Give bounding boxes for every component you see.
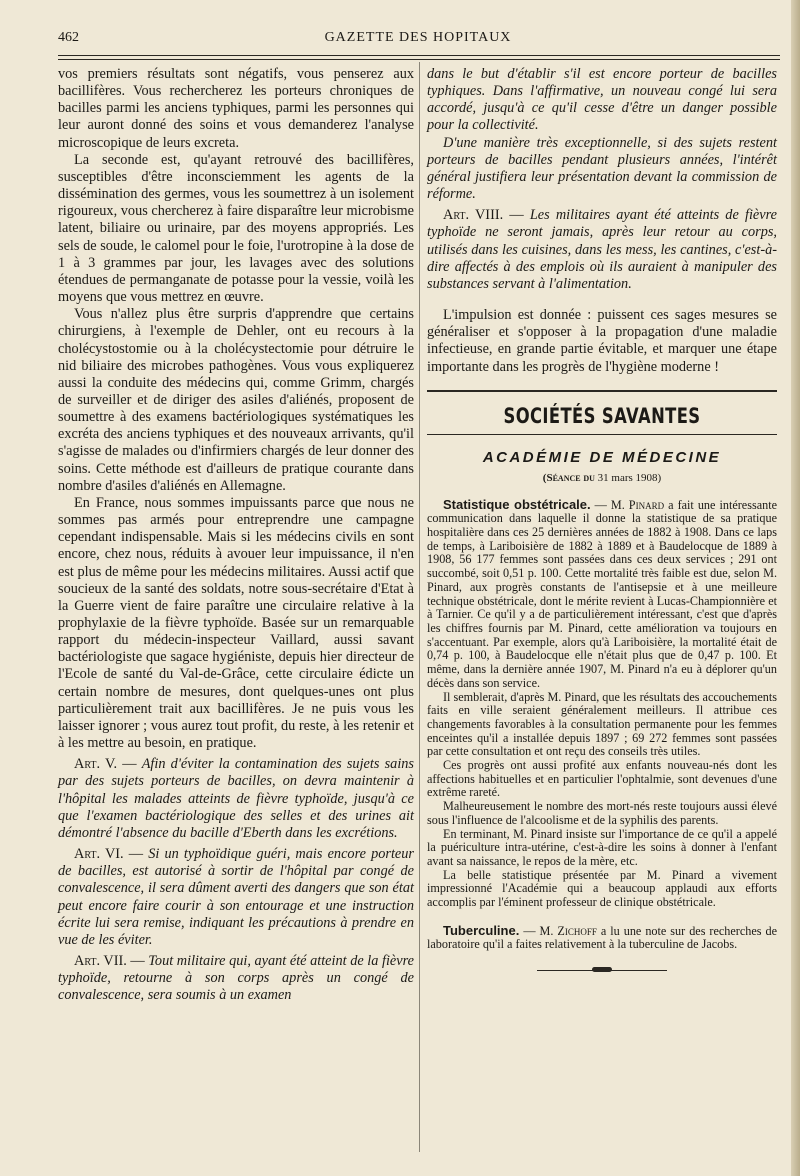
left-paragraph-3: Vous n'allez plus être surpris d'apprendre que certains chirurgiens, à l'exemple de Dehler, ont eu recours à la cholécystostomie ou à la cholécystectomie pour détruire le nid biliaire des microbes pathogènes. Vous vous expliquerez aussi la conduite des médecins qui, comme Grimm, chargés de surveiller et de diriger des asiles d'aliénés, proposent de soumettre à des examens bactériologiques systématiques les excréta des anciens typhiques et des nouveaux arrivants, qu'il s'agisse de malades ou d'infirmiers chargés de leur donner des soins. Cette méthode est d'ailleurs de pratique courante dans nombre d'asiles d'aliénés en Allemagne. (58, 306, 414, 494)
right-paragraph-3: L'impulsion est donnée : puissent ces sages mesures se généraliser et s'opposer à la propagation d'une maladie infectieuse, en grande partie évitable, et marquer une étape importante dans les progrès de l'hygiène moderne ! (427, 307, 777, 375)
page-edge-shadow (791, 0, 800, 1176)
tuberculine-text: a lu une note sur des recherches de laboratoire qu'il a faites relativement à la tuberculine de Jacobs. (427, 923, 778, 952)
article-8-text: Les militaires ayant été atteints de fièvre typhoïde ne seront jamais, après leur retour au corps, utilisés dans les cuisines, dans les mess, les cantines, c'est-à-dire affectés à des emplois où ils auraient à manipuler des substances servant à l'alimentation. (427, 207, 777, 292)
left-column (58, 66, 414, 1004)
tuberculine-heading: Tuberculine. (443, 922, 520, 938)
article-8-label: Art. VIII. (443, 207, 504, 224)
right-column (427, 66, 777, 974)
seance-date (427, 472, 777, 484)
article-5-label: Art. V. (74, 756, 118, 773)
header-rule-top (58, 55, 780, 56)
seance-date-value: 31 mars 1908) (597, 471, 662, 484)
page-number: 462 (58, 30, 79, 45)
tuberculine-paragraph: Tuberculine. — M. Zichoff a lu une note sur des recherches de laboratoire qu'il a faites relativement à la tuberculine de Jacobs. (427, 922, 778, 952)
statistique-paragraph-4: Malheureusement le nombre des mort-nés reste toujours aussi élevé sous l'influence de l'alcoolisme et de la syphilis des parents. (427, 799, 777, 827)
article-6-label: Art. VI. (74, 846, 124, 863)
header-rule-bottom (58, 59, 780, 60)
statistique-paragraph: Statistique obstétricale. — M. Pinard a fait une intéressante communication dans laquelle il donne la statistique de sa pratique hospitalière dans ces 25 dernières années de 1882 à 1908. Dans ce laps de temps, à Lariboisière de 1882 à 1889 et à Baudelocque de 1889 à 1908, 56 177 femmes sont passées dans ces deux services ; 291 ont succombé, soit 0,51 p. 100. Cette mortalité très faible est due, selon M. Pinard, aux progrès constants de l'antisepsie et à une meilleure technique obstétricale, dont le mérite revient à Lucas-Championnière et à Tarnier. Ce qu'il y a de particulièrement intéressant, c'est que d'après les chiffres fournis par M. Pinard, cette amélioration va toujours en s'accentuant. Par exemple, alors qu'à Lariboisière, la mortalité était de 0,74 p. 100, à Baudelocque elle n'était plus que de 0,47 p. 100. Et même, dans la dernière année 1907, M. Pinard n'a eu à déplorer qu'un décès dans son service. (427, 496, 777, 690)
article-7: Art. VII. — Tout militaire qui, ayant été atteint de la fièvre typhoïde, retourne à son corps après un congé de convalescence, sera soumis à un examen (58, 952, 414, 1004)
left-paragraph-2: La seconde est, qu'ayant retrouvé des bacillifères, susceptibles d'être inconsciemment les agents de la dissémination des germes, vous les soumettrez à un isolement rigoureux, vous chercherez à faire disparaître leur microbisme latent, biliaire ou urinaire, par des moyens appropriés. Les sels de soude, le calomel pour le foie, l'urotropine à la dose de 1 à 3 grammes par jour, les lavages avec des solutions étendues de permanganate de potasse pour la vessie, voilà les moyens que vous mettrez en œuvre. (58, 151, 414, 306)
statistique-paragraph-6: La belle statistique présentée par M. Pinard a vivement impressionné l'Académie qui a beaucoup applaudi aux efforts accomplis par l'éminent professeur de clinique obstétricale. (427, 867, 777, 910)
article-8: Art. VIII. — Les militaires ayant été atteints de fièvre typhoïde ne seront jamais, après leur retour au corps, utilisés dans les cuisines, dans les mess, les cantines, c'est-à-dire affectés à des emplois où ils auraient à manipuler des substances servant à l'alimentation. (427, 207, 777, 292)
section-title: SOCIÉTÉS SAVANTES (503, 403, 701, 428)
end-ornament (537, 966, 667, 974)
academy-title: ACADÉMIE DE MÉDECINE (482, 448, 722, 466)
page-header (58, 30, 778, 52)
article-7-text: Tout militaire qui, ayant été atteint de la fièvre typhoïde, retourne à son corps après un congé de convalescence, sera soumis à un examen (58, 952, 414, 1004)
column-divider (419, 62, 420, 1152)
societes-savantes-section (427, 390, 777, 975)
left-paragraph-4: En France, nous sommes impuissants parce que nous ne sommes pas armés pour entreprendre une campagne cependant indispensable. Mais si les médecins civils en sont encore, chez nous, réduits à avouer leur impuissance, il n'en est plus de même pour les médecins militaires. Aussi actif que soucieux de la santé des soldats, notre sous-secrétaire d'Etat à la Guerre vient de faire paraître une circulaire relative à la prophylaxie de la fièvre typhoïde. Basée sur un remarquable rapport du médecin-inspecteur Vaillard, aussi savant bactériologiste que sagace hygiéniste, depuis hier directeur de l'Ecole de santé du Val-de-Grâce, cette circulaire édicte un certain nombre de mesures, dont quelques-unes ont plus particulièrement trait aux bacillifères. Je ne puis vous les laisser ignorer ; vous aurez tout profit, du reste, à les retenir et à les mettre au besoin, en pratique. (58, 494, 414, 752)
article-6: Art. VI. — Si un typhoïdique guéri, mais encore porteur de bacilles, est autorisé à sortir de l'hôpital par congé de convalescence, il sera dûment averti des dangers que son état peut encore faire courir à son entourage et une instruction écrite lui sera remise, indiquant les précautions à prendre en vue de les éviter. (58, 846, 414, 948)
seance-label: (Séance du (542, 471, 595, 484)
article-5: Art. V. — Afin d'éviter la contamination des sujets sains par des sujets porteurs de bacilles, on devra maintenir à l'hôpital les malades atteints de fièvre typhoïde, jusqu'à ce que l'examen bactériologique des selles et des urines ait démontré l'absence du bacille d'Eberth dans les excrétions. (58, 756, 415, 841)
right-paragraph-1: dans le but d'établir s'il est encore porteur de bacilles typhiques. Dans l'affirmative, un nouveau congé lui sera accordé, jusqu'à ce qu'il cesse d'être un danger possible pour la collectivité. (427, 66, 777, 134)
statistique-author: M. Pinard (610, 497, 665, 512)
statistique-paragraph-2: Il semblerait, d'après M. Pinard, que les résultats des accouchements faits en ville seraient généralement meilleurs. Il attribue ces changements favorables à la consultation permanente pour les femmes enceintes qu'il a installée depuis 1897 ; 69 272 femmes sont passées par cette consultation et ont reçu des conseils très utiles. (427, 689, 777, 759)
right-paragraph-2: D'une manière très exceptionnelle, si des sujets restent porteurs de bacilles pendant plusieurs années, l'intérêt général justifiera leur présentation devant la commission de réforme. (427, 134, 777, 203)
journal-title: GAZETTE DES HOPITAUX (324, 30, 512, 45)
article-6-text: Si un typhoïdique guéri, mais encore porteur de bacilles, est autorisé à sortir de l'hôpital par congé de convalescence, il sera dûment averti des dangers que son état peut encore faire courir à son entourage et une instruction écrite lui sera remise, indiquant les précautions à prendre en vue de les éviter. (58, 846, 414, 948)
statistique-paragraph-5: En terminant, M. Pinard insiste sur l'importance de ce qu'il a appelé la puériculture intra-utérine, c'est-à-dire les soins à donner à l'enfant avant sa naissance, le repos de la mère, etc. (427, 826, 777, 868)
tuberculine-author: M. Zichoff (539, 923, 597, 938)
statistique-text: a fait une intéressante communication dans laquelle il donne la statistique de sa pratique hospitalière dans ces 25 dernières années de 1882 à 1908. Dans ce laps de temps, à Lariboisière de 1882 à 1889 et à Baudelocque de 1889 à 1908, 56 177 femmes sont passées dans ces deux services ; 291 ont succombé, soit 0,51 p. 100. Cette mortalité très faible est due, selon M. Pinard, aux progrès constants de l'antisepsie et à une meilleure technique obstétricale, dont le mérite revient à Lucas-Championnière et à Tarnier. Ce qu'il y a de particulièrement intéressant, c'est que d'après les chiffres fournis par M. Pinard, cette amélioration va toujours en s'accentuant. Par exemple, alors qu'à Lariboisière, la mortalité était de 0,74 p. 100, à Baudelocque elle n'était plus que de 0,47 p. 100. Et même, dans la dernière année 1907, M. Pinard n'a eu à déplorer qu'un décès dans son service. (427, 497, 777, 690)
section-rule (427, 434, 777, 435)
statistique-heading: Statistique obstétricale. (443, 496, 591, 512)
statistique-paragraph-3: Ces progrès ont aussi profité aux enfants nouveau-nés dont les affections habituelles et en particulier l'ophtalmie, sont devenues d'une extrême rareté. (427, 758, 777, 800)
article-7-label: Art. VII. (74, 952, 127, 969)
left-paragraph-1: vos premiers résultats sont négatifs, vous penserez aux bacillifères. Vous rechercherez les porteurs chroniques de bacilles parmi les anciens typhiques, parmi les personnes qui leur auront donné des soins et vous demanderez l'analyse microscopique de leurs excreta. (58, 66, 414, 151)
article-5-text: Afin d'éviter la contamination des sujets sains par des sujets porteurs de bacilles, on devra maintenir à l'hôpital les malades atteints de fièvre typhoïde, jusqu'à ce que l'examen bactériologique des selles et des urines ait démontré l'absence du bacille d'Eberth dans les excrétions. (58, 756, 415, 841)
